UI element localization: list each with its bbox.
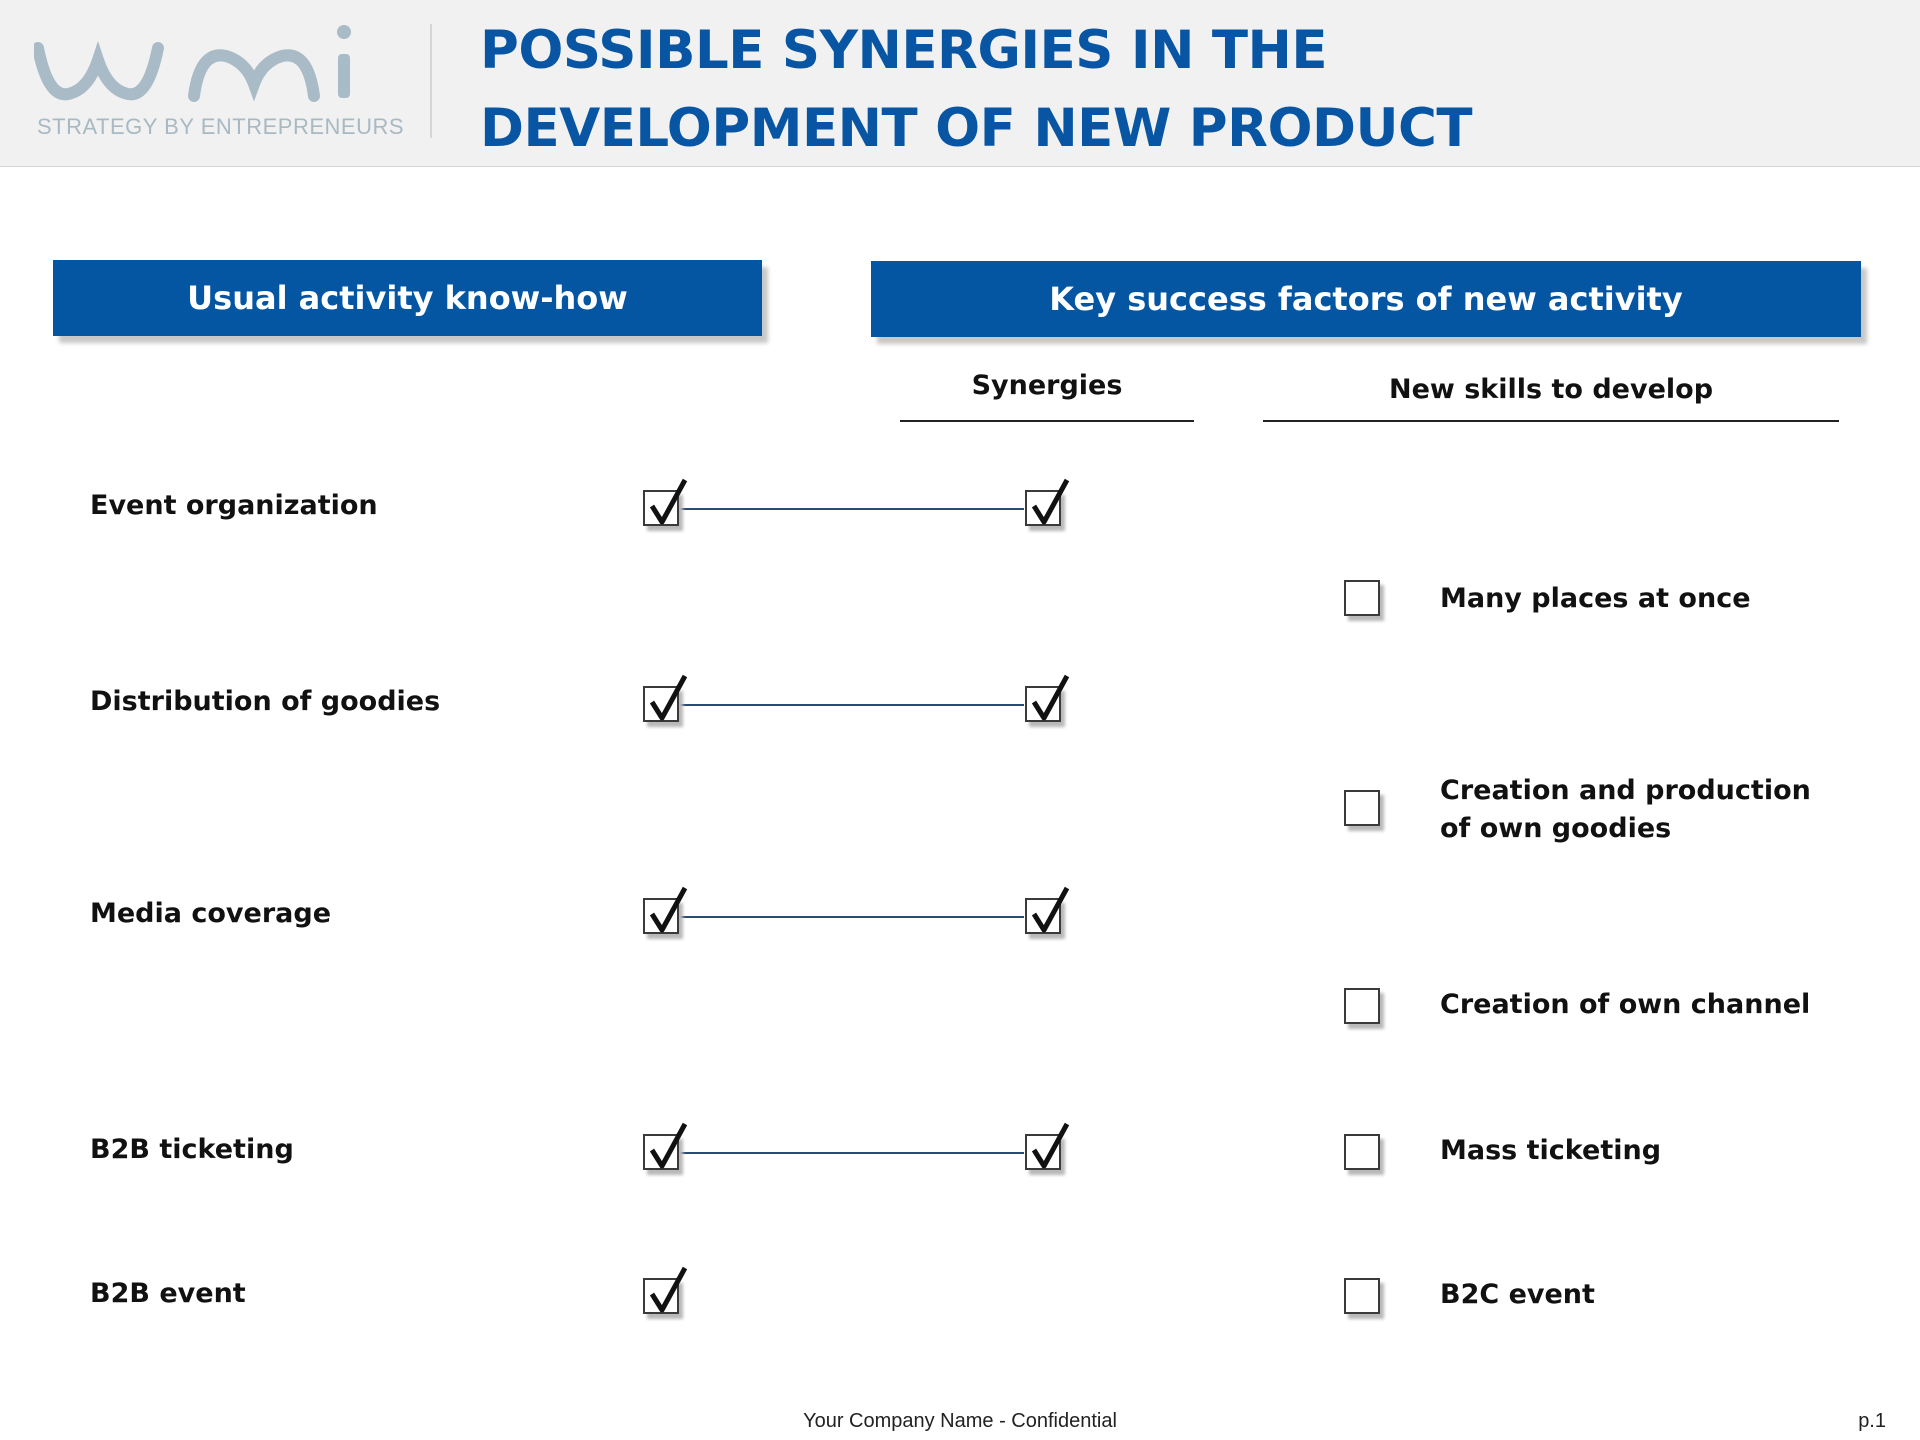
know-how-label: Distribution of goodies xyxy=(90,686,441,717)
company-logo xyxy=(34,20,405,140)
synergy-checkbox[interactable] xyxy=(1025,686,1061,722)
new-skill-label: B2C event xyxy=(1440,1279,1595,1310)
checkmark-icon xyxy=(645,670,693,726)
synergies-label: Synergies xyxy=(971,370,1123,401)
checkmark-icon xyxy=(645,882,693,938)
checkmark-icon xyxy=(1027,882,1075,938)
know-how-checkbox[interactable] xyxy=(643,490,679,526)
column-header-new-skills xyxy=(1263,374,1839,422)
new-skills-label: New skills to develop xyxy=(1388,374,1714,405)
title-line-1: POSSIBLE SYNERGIES IN THE xyxy=(480,20,1328,81)
synergy-checkbox[interactable] xyxy=(1025,490,1061,526)
new-skill-checkbox[interactable] xyxy=(1344,580,1380,616)
know-how-checkbox[interactable] xyxy=(643,686,679,722)
know-how-label: Event organization xyxy=(90,490,378,521)
know-how-label: B2B event xyxy=(90,1278,246,1309)
know-how-label: Media coverage xyxy=(90,898,332,929)
column-header-synergies xyxy=(900,370,1194,422)
know-how-checkbox[interactable] xyxy=(643,898,679,934)
know-how-checkbox[interactable] xyxy=(643,1278,679,1314)
synergy-checkbox[interactable] xyxy=(1025,1134,1061,1170)
synergy-checkbox[interactable] xyxy=(1025,898,1061,934)
new-skills-underline xyxy=(1263,420,1839,422)
header-divider xyxy=(430,24,432,138)
new-skill-checkbox[interactable] xyxy=(1344,790,1380,826)
checkmark-icon xyxy=(645,1118,693,1174)
checkmark-icon xyxy=(645,474,693,530)
checkmark-icon xyxy=(645,1262,693,1318)
know-how-checkbox[interactable] xyxy=(643,1134,679,1170)
synergy-connector xyxy=(680,508,1024,510)
checkmark-icon xyxy=(1027,1118,1075,1174)
new-skill-checkbox[interactable] xyxy=(1344,988,1380,1024)
synergies-underline xyxy=(900,420,1194,422)
footer-confidential: Your Company Name - Confidential xyxy=(803,1410,1117,1432)
page-title xyxy=(480,12,1880,168)
checkmark-icon xyxy=(1027,670,1075,726)
new-skill-label: Mass ticketing xyxy=(1440,1135,1662,1166)
wumi-logo-icon xyxy=(34,20,382,110)
page-number: p.1 xyxy=(1858,1410,1886,1432)
synergy-connector xyxy=(680,916,1024,918)
banner-usual-know-how: Usual activity know-how xyxy=(53,260,762,336)
title-line-2: DEVELOPMENT OF NEW PRODUCT xyxy=(480,98,1473,159)
synergy-connector xyxy=(680,704,1024,706)
logo-tagline: STRATEGY BY ENTREPRENEURS xyxy=(37,114,405,139)
know-how-label: B2B ticketing xyxy=(90,1134,294,1165)
synergy-connector xyxy=(680,1152,1024,1154)
new-skill-label: Creation of own channel xyxy=(1440,989,1811,1020)
new-skill-checkbox[interactable] xyxy=(1344,1134,1380,1170)
new-skill-label: Creation and production of own goodies xyxy=(1440,775,1811,844)
checkmark-icon xyxy=(1027,474,1075,530)
page-header xyxy=(0,0,1920,167)
banner-key-success-factors: Key success factors of new activity xyxy=(871,261,1861,337)
new-skill-label: Many places at once xyxy=(1440,583,1751,614)
new-skill-checkbox[interactable] xyxy=(1344,1278,1380,1314)
